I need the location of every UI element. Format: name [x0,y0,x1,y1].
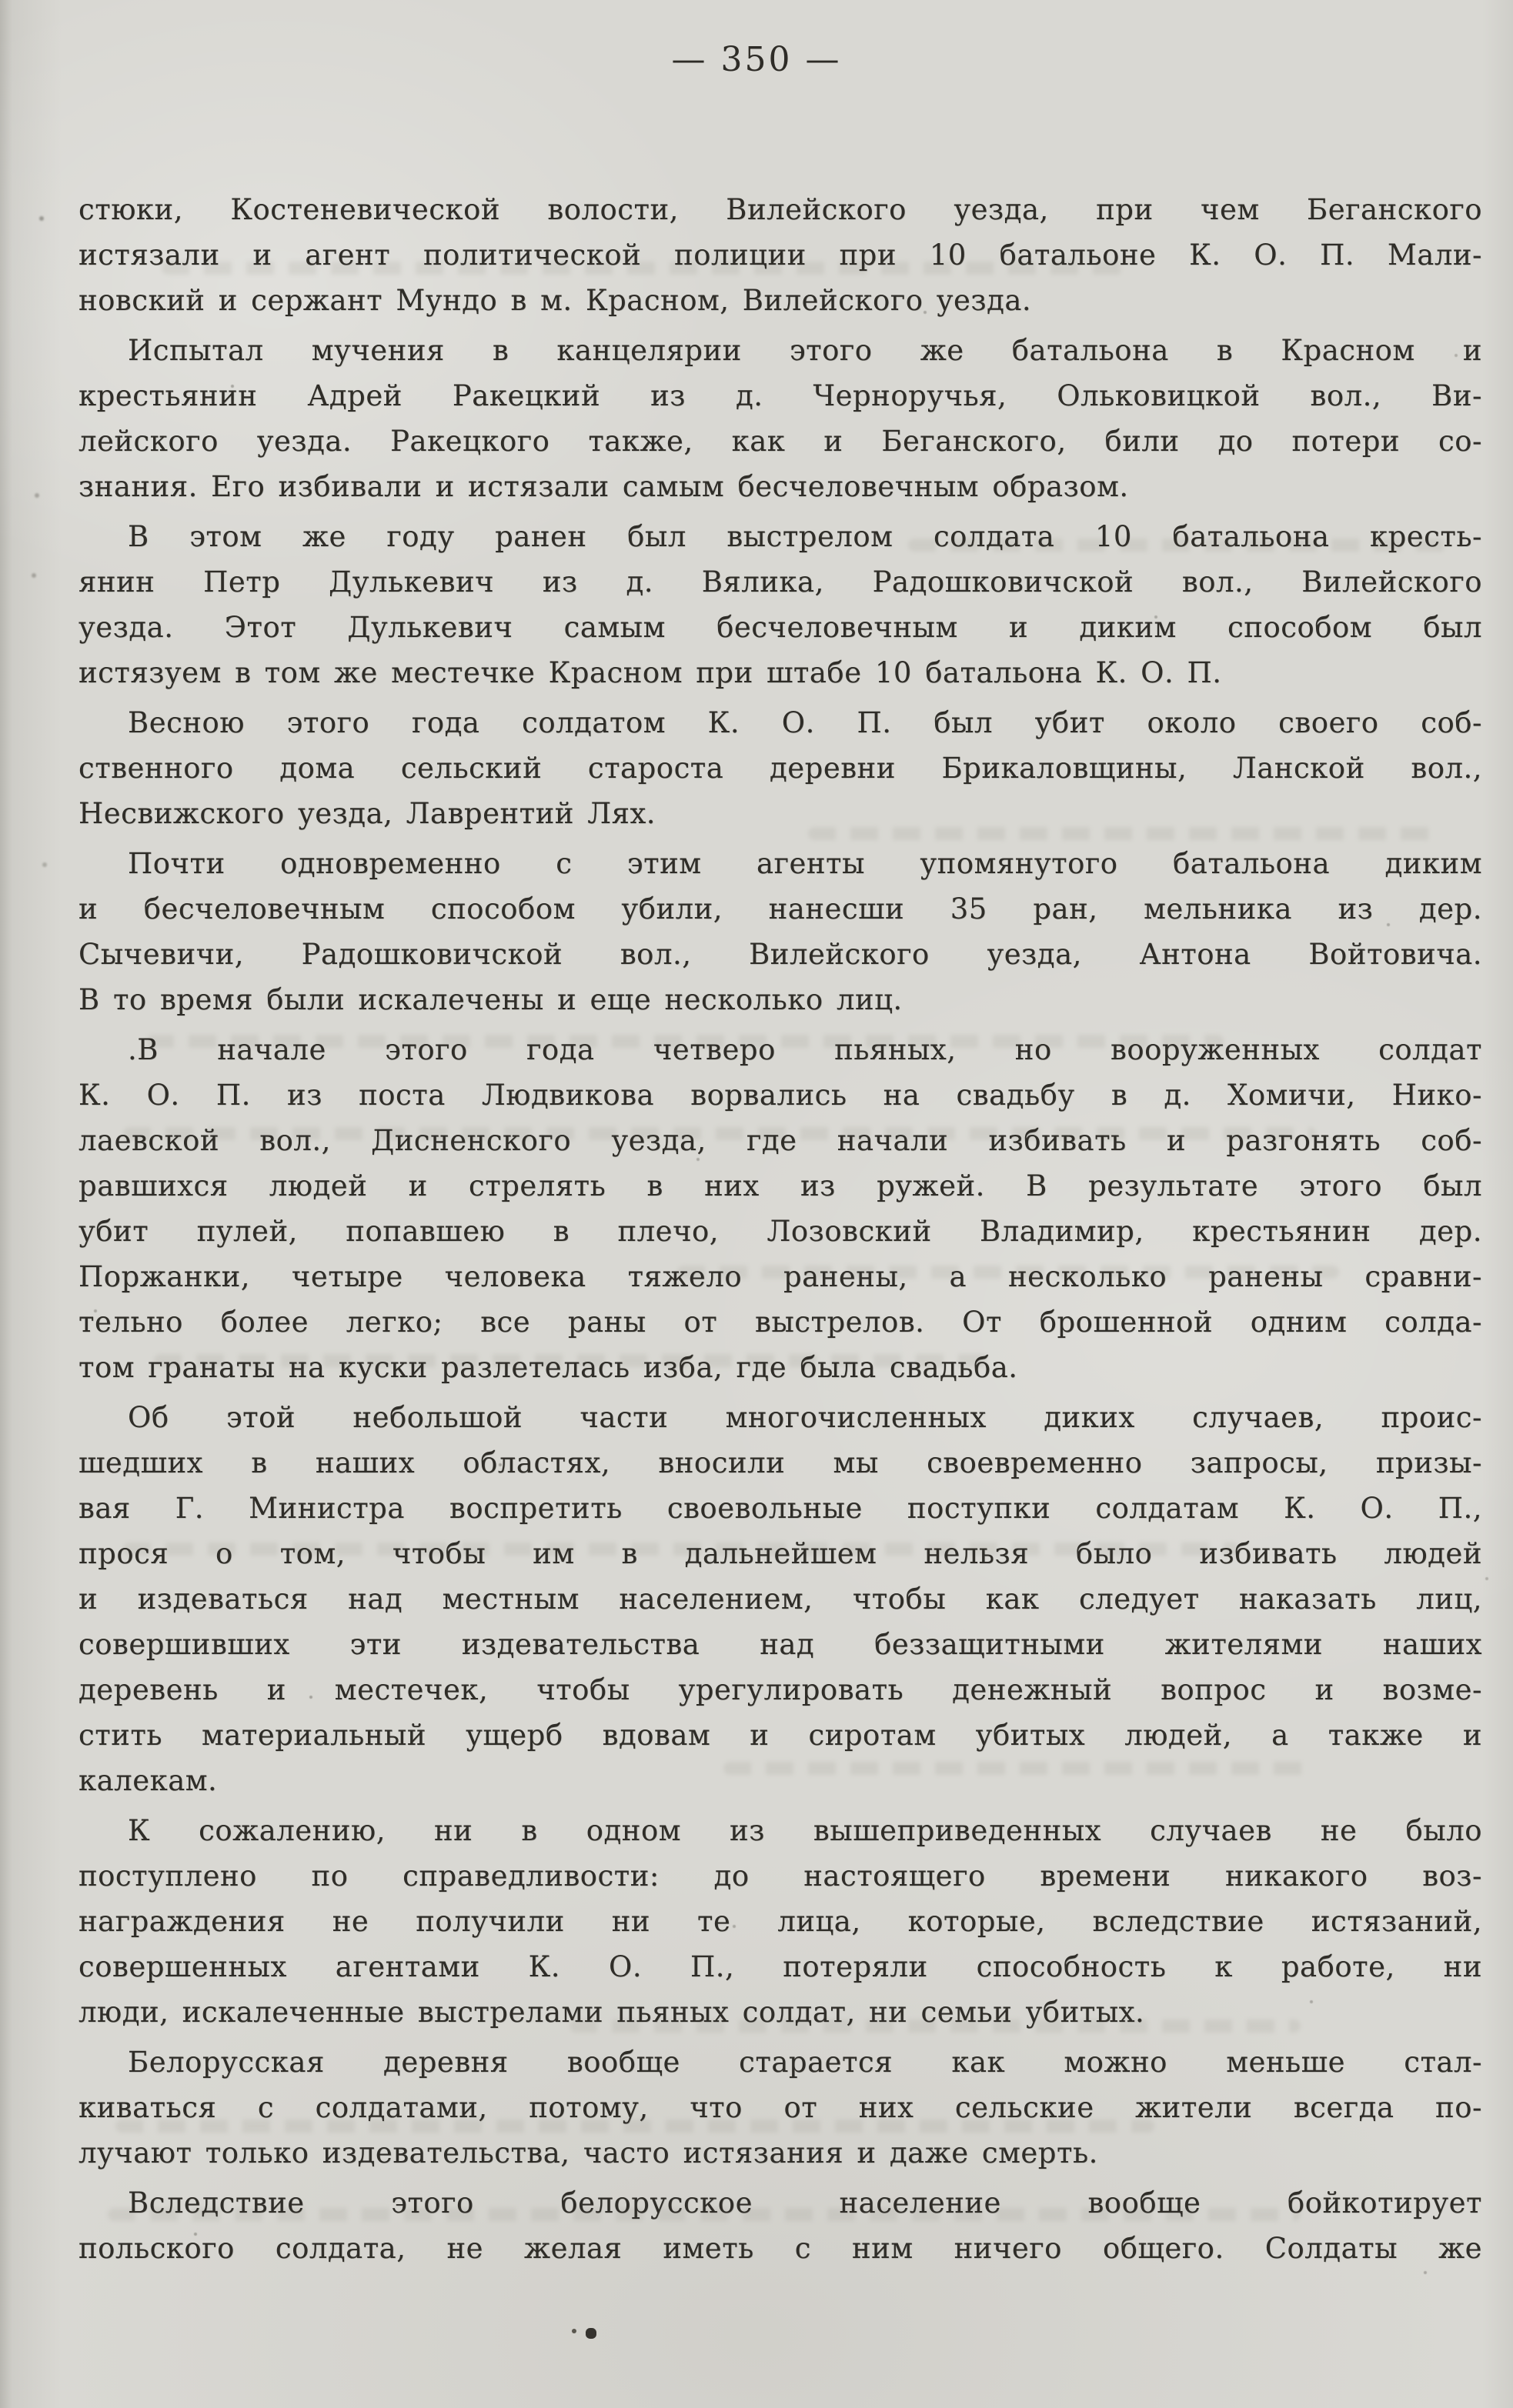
text-line: стюки, Костеневической волости, Вилейского уезда, при чем Беганского [78,193,1482,226]
text-line: шедших в наших областях, вносили мы своевременно запросы, призы- [78,1446,1482,1479]
text-line: В этом же году ранен был выстрелом солдата 10 батальона кресть- [128,520,1482,553]
text-line: ственного дома сельский староста деревни Брикаловщины, Ланской вол., [78,752,1482,785]
text-line: убит пулей, попавшею в плечо, Лозовский Владимир, крестьянин дер. [78,1215,1482,1248]
text-line: награждения не получили ни те лица, которые, вследствие истязаний, [78,1905,1482,1938]
text-line: прося о том, чтобы им в дальнейшем нельзя было избивать людей [78,1537,1482,1570]
text-line: люди, искалеченные выстрелами пьяных солдат, ни семьи убитых. [78,1996,1145,2029]
text-line: и издеваться над местным населением, чтобы как следует наказать лиц, [78,1583,1482,1616]
text-line: Испытал мучения в канцелярии этого же батальона в Красном и [128,334,1482,367]
text-line: .В начале этого года четверо пьяных, но вооруженных солдат [128,1033,1482,1066]
paragraph [78,1808,1482,2035]
text-line: Почти одновременно с этим агенты упомянутого батальона диким [128,847,1482,880]
text-line: Поржанки, четыре человека тяжело ранены, а несколько ранены сравни- [78,1260,1482,1293]
page-number: — 350 — [671,40,842,79]
paragraph [78,514,1482,695]
ink-dot [0,0,3,3]
text-line: К. О. П. из поста Людвикова ворвались на свадьбу в д. Хомичи, Нико- [78,1079,1482,1112]
text-line: совершивших эти издевательства над беззащитными жителями наших [78,1628,1482,1661]
paragraph [78,2180,1482,2271]
paragraph [78,328,1482,509]
text-line: знания. Его избивали и истязали самым бесчеловечным образом. [78,470,1129,503]
text-line: истязали и агент политической полиции при 10 батальоне К. О. П. Мали- [78,238,1482,272]
text-line: Сычевичи, Радошковичской вол., Вилейского уезда, Антона Войтовича. [78,938,1482,971]
text-line: В то время были искалечены и еще несколько лиц. [78,983,903,1016]
text-line: уезда. Этот Дулькевич самым бесчеловечным и диким способом был [78,611,1482,644]
text-line: истязуем в том же местечке Красном при штабе 10 батальона К. О. П. [78,656,1222,689]
paragraph [78,841,1482,1022]
text-line: Несвижского уезда, Лаврентий Лях. [78,797,656,830]
text-line: польского солдата, не желая иметь с ним ничего общего. Солдаты же [78,2232,1482,2265]
text-line: тельно более легко; все раны от выстрелов. От брошенной одним солда- [78,1306,1482,1339]
document-text [78,187,1482,2276]
paragraph [78,700,1482,836]
text-line: стить материальный ущерб вдовам и сиротам убитых людей, а также и [78,1719,1482,1752]
text-line: Весною этого года солдатом К. О. П. был убит около своего соб- [128,706,1482,739]
text-line: равшихся людей и стрелять в них из ружей. В результате этого был [78,1169,1482,1202]
text-line: К сожалению, ни в одном из вышеприведенных случаев не было [128,1814,1482,1847]
paragraph [78,2039,1482,2176]
text-line: поступлено по справедливости: до настоящего времени никакого воз- [78,1859,1482,1893]
text-line: лучают только издевательства, часто истязания и даже смерть. [78,2136,1098,2170]
paragraph [78,187,1482,323]
text-line: новский и сержант Мундо в м. Красном, Вилейского уезда. [78,284,1032,317]
paragraph [78,1395,1482,1803]
text-line: вая Г. Министра воспретить своевольные поступки солдатам К. О. П., [78,1492,1482,1525]
text-line: том гранаты на куски разлетелась изба, где была свадьба. [78,1351,1018,1384]
text-line: крестьянин Адрей Ракецкий из д. Черноручья, Ольковицкой вол., Ви- [78,379,1482,412]
text-line: деревень и местечек, чтобы урегулировать денежный вопрос и возме- [78,1673,1482,1706]
text-line: янин Петр Дулькевич из д. Вялика, Радошковичской вол., Вилейского [78,565,1482,599]
text-line: лаевской вол., Дисненского уезда, где начали избивать и разгонять соб- [78,1124,1482,1157]
text-line: лейского уезда. Ракецкого также, как и Беганского, били до потери со- [78,425,1482,458]
paragraph [78,1027,1482,1390]
text-line: Белорусская деревня вообще старается как можно меньше стал- [128,2046,1482,2079]
text-line: совершенных агентами К. О. П., потеряли способность к работе, ни [78,1950,1482,1983]
text-line: Об этой небольшой части многочисленных диких случаев, проис- [128,1401,1482,1434]
text-line: калекам. [78,1764,218,1797]
text-line: киваться с солдатами, потому, что от них сельские жители всегда по- [78,2091,1482,2124]
text-line: и бесчеловечным способом убили, нанесши 35 ран, мельника из дер. [78,892,1482,926]
text-line: Вследствие этого белорусское население вообще бойкотирует [128,2186,1482,2220]
